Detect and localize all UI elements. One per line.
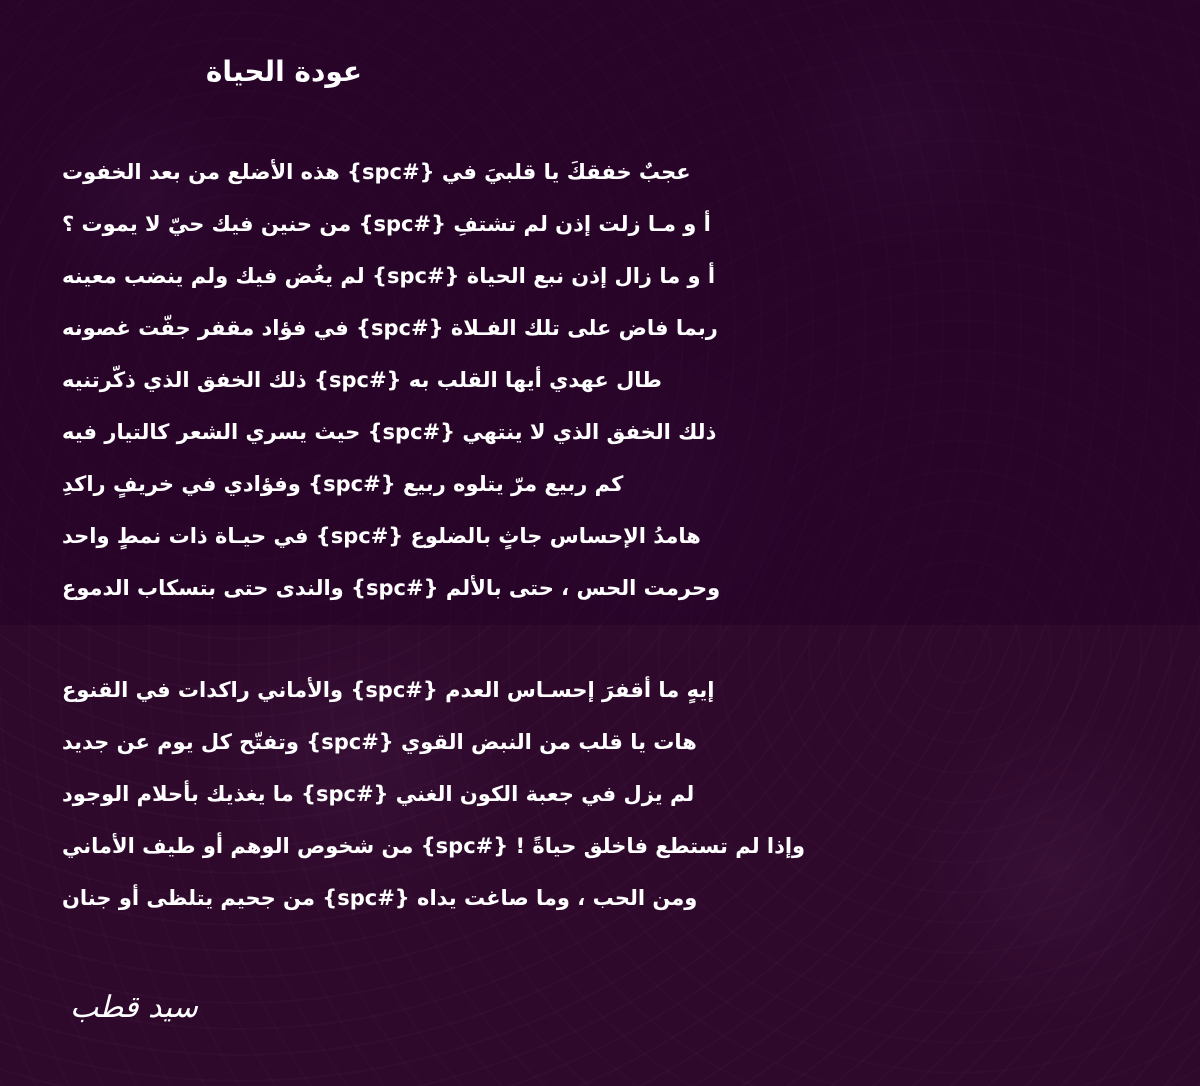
poem-line: عجبٌ خفقكَ يا قلبيَ في {#spc} هذه الأضلع من بعد الخفوت (62, 160, 691, 184)
poem-line: أ و مـا زلت إذن لم تشتفِ {#spc} من حنين فيك حيّ لا يموت ؟ (62, 212, 711, 236)
poem-line: لم يزل في جعبة الكون الغني {#spc} ما يغذيك بأحلام الوجود (62, 782, 695, 806)
poem-line: ومن الحب ، وما صاغت يداه {#spc} من جحيم يتلظى أو جنان (62, 886, 698, 910)
poem-line: وإذا لم تستطع فاخلق حياةً ! {#spc} من شخوص الوهم أو طيف الأماني (62, 834, 806, 858)
poem-title: عودة الحياة (205, 55, 362, 88)
poem-line: طال عهدي أيها القلب به {#spc} ذلك الخفق الذي ذكّرتنيه (62, 368, 662, 392)
poem-line: ذلك الخفق الذي لا ينتهي {#spc} حيث يسري الشعر كالتيار فيه (62, 420, 717, 444)
poem-line: هامدُ الإحساس جاثٍ بالضلوع {#spc} في حيـاة ذات نمطٍ واحد (62, 524, 701, 548)
poem-line: هات يا قلب من النبض القوي {#spc} وتفتّح كل يوم عن جديد (62, 730, 697, 754)
poem-line: وحرمت الحس ، حتى بالألم {#spc} والندى حتى بتسكاب الدموع (62, 576, 721, 600)
poem-author: سيد قطب (70, 990, 198, 1025)
poem-line: أ و ما زال إذن نبع الحياة {#spc} لم يغُض فيك ولم ينضب معينه (62, 264, 716, 288)
poem-line: ربما فاض على تلك الفـلاة {#spc} في فؤاد مقفر جفّت غصونه (62, 316, 718, 340)
poem-line: إيهٍ ما أقفرَ إحسـاس العدم {#spc} والأماني راكدات في القنوع (62, 678, 715, 702)
poem-line: كم ربيع مرّ يتلوه ربيع {#spc} وفؤادي في خريفٍ راكدِ (62, 472, 624, 496)
